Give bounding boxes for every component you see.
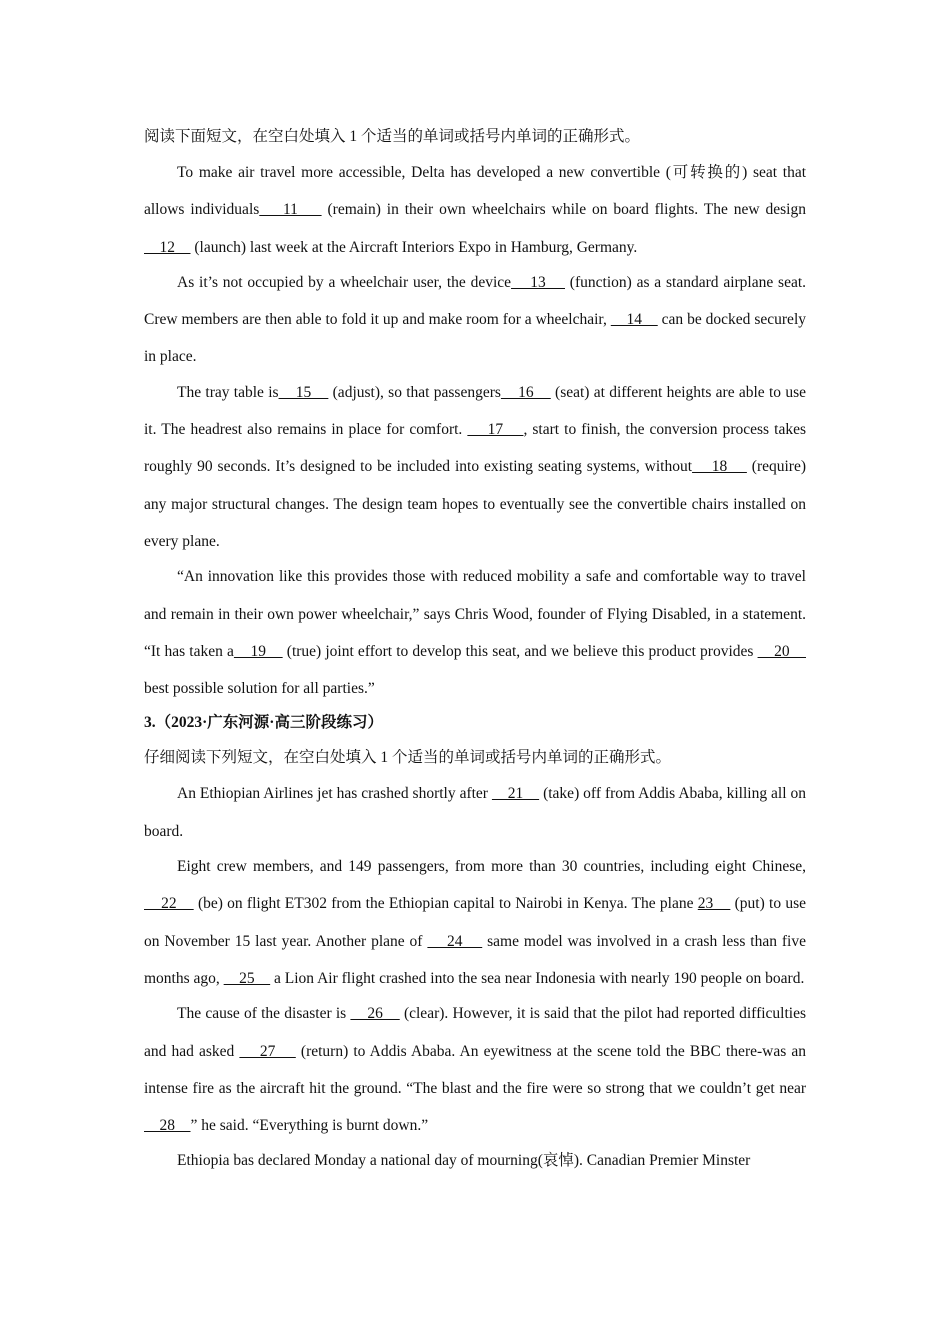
blank-19[interactable]: 19 xyxy=(233,642,283,660)
text-run: same model was involved in a crash less than five months ago, xyxy=(144,932,806,987)
blank-16[interactable]: 16 xyxy=(500,383,551,401)
blank-12[interactable]: 12 xyxy=(144,238,191,256)
text-run: (take) off from Addis Ababa, killing all on board. xyxy=(144,785,806,840)
blank-20[interactable]: 20 xyxy=(757,642,806,660)
paragraph-ethiopian-crash xyxy=(144,775,806,850)
paragraph-device-function xyxy=(144,264,806,376)
blank-28[interactable]: 28 xyxy=(144,1117,191,1135)
paragraph-disaster-cause xyxy=(144,995,806,1144)
text-run: ” he said. “Everything is burnt down.” xyxy=(190,1117,429,1135)
blank-15[interactable]: 15 xyxy=(278,383,329,401)
text-run: (put) to use on November 15 last year. Another plane of xyxy=(144,895,807,950)
blank-24[interactable]: 24 xyxy=(427,932,483,950)
text-run: To make air travel more accessible, Delta has developed a new convertible (可转换的) seat that allows individuals xyxy=(144,164,806,219)
paragraph-chris-wood-quote xyxy=(144,558,806,707)
paragraph-delta-seat-intro xyxy=(144,154,806,266)
text-run: can be docked securely in place. xyxy=(144,311,806,366)
blank-11[interactable]: 11 xyxy=(259,201,322,219)
blank-14[interactable]: 14 xyxy=(610,311,658,329)
text-run: (be) on flight ET302 from the Ethiopian capital to Nairobi in Kenya. The plane xyxy=(193,895,698,913)
text-run: The tray table is xyxy=(177,383,279,401)
blank-21[interactable]: 21 xyxy=(491,785,540,803)
text-run: , start to finish, the conversion process takes roughly 90 seconds. It’s designed to be included into existing seating systems, without xyxy=(144,421,807,476)
text-run: Ethiopia bas declared Monday a national day of mourning(哀悼). Canadian Premier Minster xyxy=(177,1152,751,1170)
text-run: As it’s not occupied by a wheelchair user, the device xyxy=(177,273,512,291)
blank-17[interactable]: 17 xyxy=(467,421,524,439)
document-body xyxy=(144,119,806,1178)
blank-22[interactable]: 22 xyxy=(144,895,194,913)
blank-27[interactable]: 27 xyxy=(239,1042,296,1060)
text-run: (seat) at different heights are able to use it. The headrest also remains in place for comfort. xyxy=(144,383,806,439)
section3-instruction: 仔细阅读下列短文，在空白处填入 1 个适当的单词或括号内单词的正确形式。 xyxy=(144,749,672,767)
text-run: (require) any major structural changes. The design team hopes to eventually see the convertible chairs installed on every plane. xyxy=(144,458,807,550)
paragraph-crew-passengers xyxy=(144,848,806,997)
blank-26[interactable]: 26 xyxy=(350,1005,400,1023)
text-run: (clear). However, it is said that the pilot had reported difficulties and had asked xyxy=(144,1005,806,1060)
paragraph-tray-table xyxy=(144,374,806,560)
text-run: (true) joint effort to develop this seat, and we believe this product provides xyxy=(282,642,758,660)
text-run: (return) to Addis Ababa. An eyewitness at the scene told the BBC there-was an intense fire as the aircraft hit the ground. “The blast and the fire were so strong that we couldn’t get near xyxy=(144,1042,806,1097)
text-run: Eight crew members, and 149 passengers, from more than 30 countries, including eight Chinese, xyxy=(177,858,806,876)
blank-23[interactable]: 23 xyxy=(697,895,731,913)
blank-13[interactable]: 13 xyxy=(511,273,565,291)
text-run: (launch) last week at the Aircraft Interiors Expo in Hamburg, Germany. xyxy=(190,238,638,256)
text-run: (remain) in their own wheelchairs while on board flights. The new design xyxy=(321,201,806,219)
text-run: a Lion Air flight crashed into the sea near Indonesia with nearly 190 people on board. xyxy=(270,969,805,987)
section2-instruction: 阅读下面短文，在空白处填入 1 个适当的单词或括号内单词的正确形式。 xyxy=(144,128,641,145)
text-run: The cause of the disaster is xyxy=(177,1005,351,1023)
blank-25[interactable]: 25 xyxy=(223,969,271,987)
text-run: An Ethiopian Airlines jet has crashed shortly after xyxy=(177,785,492,803)
paragraph-national-mourning xyxy=(144,1142,806,1179)
text-run: (adjust), so that passengers xyxy=(328,383,501,401)
blank-18[interactable]: 18 xyxy=(692,458,747,476)
text-run: “An innovation like this provides those with reduced mobility a safe and comfortable way to travel and remain in their own power wheelchair,” says Chris Wood, founder of Flying Disabled, in a statement. “It has taken a xyxy=(144,568,806,660)
section3-heading: 3.（2023·广东河源·高三阶段练习） xyxy=(144,714,383,732)
text-run: best possible solution for all parties.” xyxy=(144,680,375,698)
text-run: (function) as a standard airplane seat. Crew members are then able to fold it up and make room for a wheelchair, xyxy=(144,273,807,329)
